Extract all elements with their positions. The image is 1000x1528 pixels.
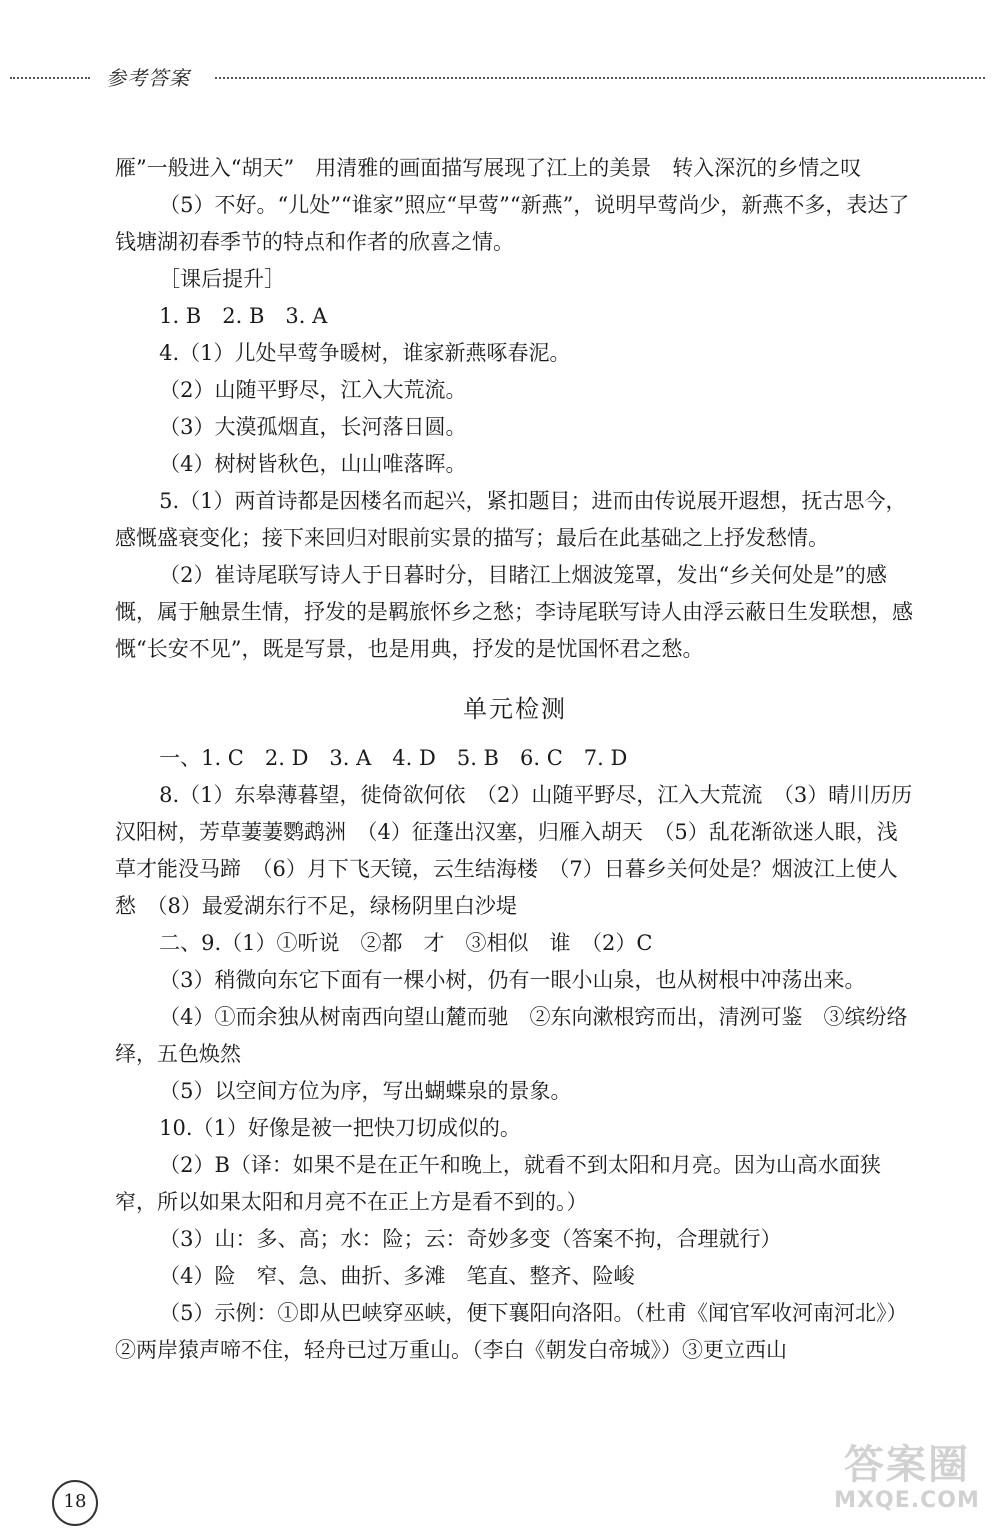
answer-line: （4）树树皆秋色，山山唯落晖。 <box>159 452 467 476</box>
answer-line: 二、9.（1）①听说 ②都 才 ③相似 谁 （2）C <box>159 931 653 955</box>
answer-line: （4）险 窄、急、曲折、多滩 笔直、整齐、险峻 <box>159 1264 635 1288</box>
answer-line: 8.（1）东皋薄暮望，徙倚欲何依 （2）山随平野尽，江入大荒流 （3）晴川历历汉阳树，芳草萋萋鹦鹉洲 （4）征蓬出汉塞，归雁入胡天 （5）乱花渐欲迷人眼，浅草才能没马蹄 （6）月下飞天镜，云生结海楼 （7）日暮乡关何处是？烟波江上使人愁 （8）最爱湖东行不足，绿杨阴里白沙堤 <box>115 783 913 918</box>
answer-line: （4）①而余独从树南西向望山麓而驰 ②东向漱根窍而出，清洌可鉴 ③缤纷络绎，五色焕然 <box>115 1005 908 1066</box>
answer-line: （2）山随平野尽，江入大荒流。 <box>159 378 467 402</box>
page-header <box>10 62 985 92</box>
answer-line: 雁”一般进入“胡天” 用清雅的画面描写展现了江上的美景 转入深沉的乡情之叹 <box>115 156 862 180</box>
answer-line: （5）以空间方位为序，写出蝴蝶泉的景象。 <box>159 1079 572 1103</box>
answer-line: 一、1. C 2. D 3. A 4. D 5. B 6. C 7. D <box>159 746 628 770</box>
section-title-unit-test: 单元检测 <box>463 695 567 723</box>
header-dotted-rule-left <box>10 77 90 79</box>
answer-line: （3）稍微向东它下面有一棵小树，仍有一眼小山泉，也从树根中冲荡出来。 <box>159 968 866 992</box>
watermark-cn: 答案圈 <box>844 1442 970 1488</box>
answer-line: （5）示例：①即从巴峡穿巫峡，便下襄阳向洛阳。（杜甫《闻官军收河南河北》）②两岸猿声啼不住，轻舟已过万重山。（李白《朝发白帝城》）③更立西山 <box>115 1301 908 1362</box>
page-number-badge: 18 <box>52 1480 98 1526</box>
section-heading-after-class: ［课后提升］ <box>159 267 286 291</box>
watermark-logo <box>822 1442 992 1522</box>
header-title: 参考答案 <box>106 66 190 90</box>
header-dotted-rule-right <box>215 77 985 79</box>
answer-line: 5.（1）两首诗都是因楼名而起兴，紧扣题目；进而由传说展开遐想，抚古思今，感慨盛衰变化；接下来回归对眼前实景的描写；最后在此基础之上抒发愁情。 <box>115 489 907 550</box>
answer-line: （3）大漠孤烟直，长河落日圆。 <box>159 415 467 439</box>
answer-line: 4.（1）儿处早莺争暖树，谁家新燕啄春泥。 <box>159 341 571 365</box>
answer-content <box>115 150 915 1369</box>
answer-line: 10.（1）好像是被一把快刀切成似的。 <box>159 1116 521 1140</box>
answer-line: （5）不好。“儿处”“谁家”照应“早莺”“新燕”，说明早莺尚少，新燕不多，表达了钱塘湖初春季节的特点和作者的欣喜之情。 <box>115 193 910 254</box>
answer-line: （2）B（译：如果不是在正午和晚上，就看不到太阳和月亮。因为山高水面狭窄，所以如果太阳和月亮不在正上方是看不到的。） <box>115 1153 881 1214</box>
watermark-en: MXQE.COM <box>834 1488 980 1513</box>
answer-line: （2）崔诗尾联写诗人于日暮时分，目睹江上烟波笼罩，发出“乡关何处是”的感慨，属于触景生情，抒发的是羁旅怀乡之愁；李诗尾联写诗人由浮云蔽日生发联想，感慨“长安不见”，既是写景，也是用典，抒发的是忧国怀君之愁。 <box>115 563 913 661</box>
answer-line: （3）山：多、高；水：险；云：奇妙多变（答案不拘，合理就行） <box>159 1227 782 1251</box>
answer-line: 1. B 2. B 3. A <box>159 304 328 328</box>
